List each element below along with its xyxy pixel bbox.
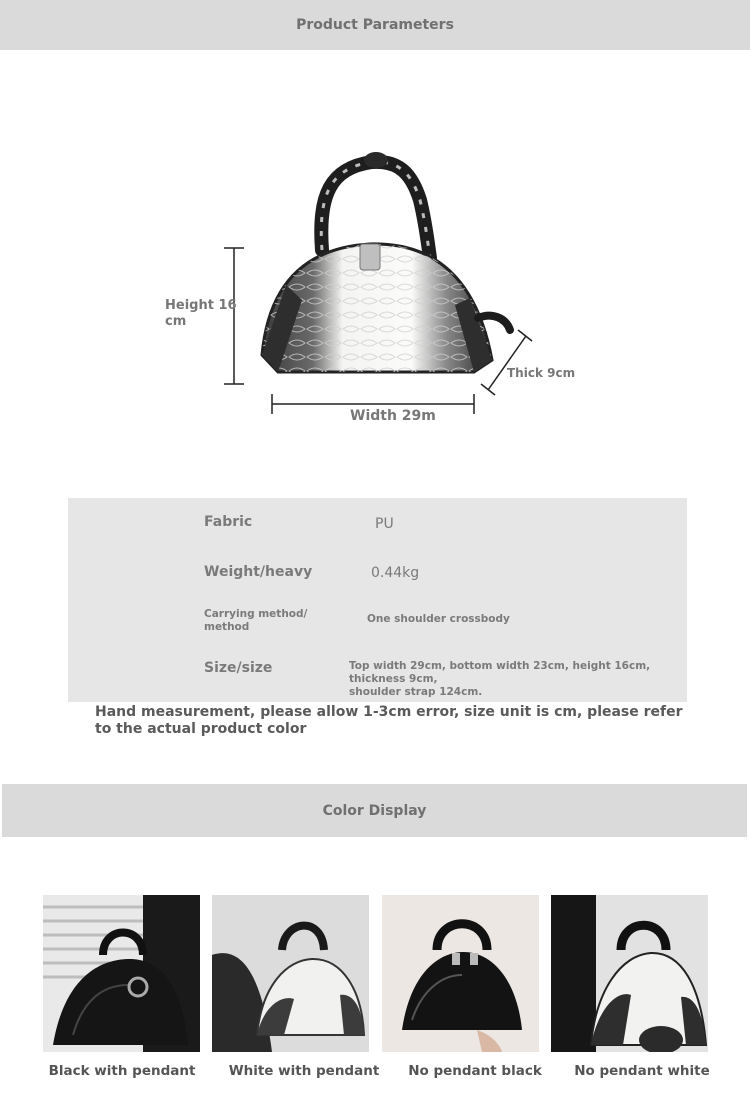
color-caption-black-pendant: Black with pendant — [48, 1063, 196, 1079]
param-value-carrying: One shoulder crossbody — [367, 613, 510, 625]
measurement-note: Hand measurement, please allow 1-3cm error, size unit is cm, please refer to the actual product color — [95, 704, 683, 737]
color-caption-white-pendant: White with pendant — [228, 1063, 380, 1079]
color-display-title: Color Display — [322, 802, 427, 819]
height-label: Height 16 cm — [165, 298, 237, 329]
param-value-weight: 0.44kg — [371, 565, 420, 581]
color-thumb-black-pendant[interactable] — [43, 895, 200, 1052]
color-caption-black-no-pendant: No pendant black — [408, 1063, 542, 1079]
param-label-weight: Weight/heavy — [204, 564, 313, 580]
param-label-fabric: Fabric — [204, 514, 253, 530]
color-display-banner — [2, 784, 747, 837]
color-thumb-white-no-pendant[interactable] — [551, 895, 708, 1052]
banner-title: Product Parameters — [296, 17, 454, 33]
color-thumb-black-no-pendant[interactable] — [382, 895, 539, 1052]
param-label-carrying: Carrying method/ method — [204, 608, 308, 633]
product-image — [0, 50, 750, 510]
product-parameters-banner — [0, 0, 750, 50]
color-caption-white-no-pendant: No pendant white — [574, 1063, 710, 1079]
color-thumb-white-pendant[interactable] — [212, 895, 369, 1052]
param-value-size: Top width 29cm, bottom width 23cm, height 16cm, thickness 9cm, shoulder strap 124cm. — [349, 660, 651, 698]
thick-label: Thick 9cm — [507, 366, 576, 380]
width-label: Width 29m — [350, 408, 436, 424]
param-value-fabric: PU — [375, 516, 394, 532]
param-label-size: Size/size — [204, 660, 273, 676]
